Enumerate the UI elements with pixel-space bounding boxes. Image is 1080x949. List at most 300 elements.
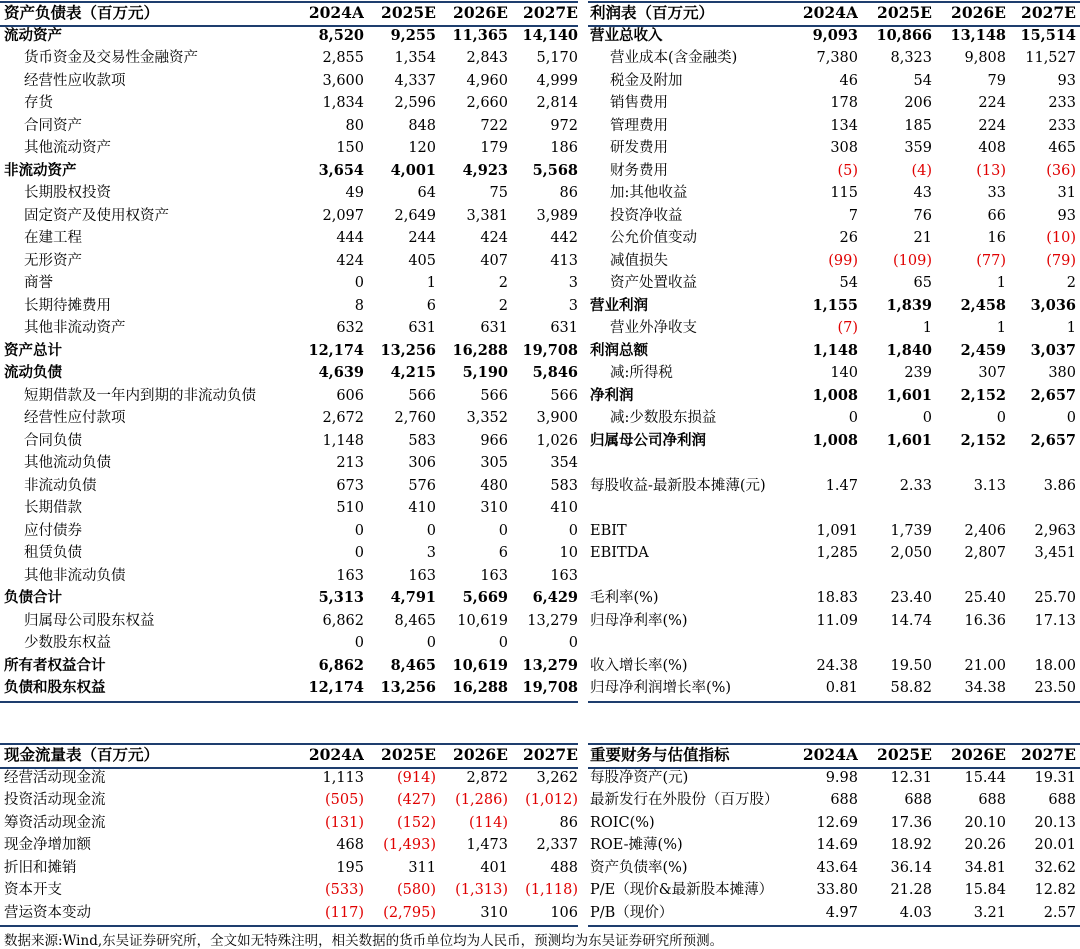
table-row	[590, 587, 1076, 610]
cell-value: 1,148	[322, 432, 364, 449]
cell-value: 9,255	[390, 26, 436, 44]
cell-value: 0	[426, 635, 436, 651]
cell-value: 480	[480, 477, 508, 494]
table-row	[590, 25, 1076, 48]
cell-value: 24.38	[816, 657, 858, 674]
cell-value: 15,514	[1020, 26, 1076, 44]
cell-value: 4,215	[390, 364, 436, 381]
cell-value: 150	[336, 140, 364, 156]
cell-value: (152)	[397, 814, 436, 831]
cell-value: (36)	[1046, 162, 1076, 179]
row-label: 其他非流动负债	[24, 567, 126, 584]
cell-value: 1,113	[322, 769, 364, 786]
row-label: 销售费用	[610, 95, 668, 111]
cell-value: (131)	[325, 814, 364, 831]
cell-value: 1,026	[536, 432, 578, 449]
cash-flow-section	[4, 744, 578, 924]
cell-value: 6,862	[318, 656, 364, 674]
cell-value: 5,170	[536, 50, 578, 66]
cell-value: 4,791	[390, 589, 436, 606]
cell-value: 43.64	[816, 859, 858, 876]
cell-value: (580)	[397, 882, 436, 898]
table-row	[4, 565, 578, 588]
row-label: 负债合计	[4, 589, 62, 606]
cell-value: 31	[1057, 185, 1076, 201]
table-row	[4, 227, 578, 250]
cell-value: 134	[830, 117, 858, 134]
cell-value: 4,923	[462, 161, 508, 179]
cell-value: 566	[480, 387, 508, 404]
year-header: 2027E	[523, 745, 578, 764]
cell-value: 58.82	[890, 680, 932, 696]
cell-value: 1,840	[886, 341, 932, 359]
cell-value	[790, 497, 858, 520]
row-label: 加:其他收益	[610, 185, 688, 201]
row-label: 每股收益-最新股本摊薄(元)	[590, 477, 766, 494]
cell-value: 12,174	[308, 679, 364, 696]
year-header: 2024A	[802, 3, 858, 22]
row-label: 最新发行在外股份（百万股）	[590, 792, 779, 808]
cell-value: (2,795)	[383, 904, 436, 921]
row-label: EBITDA	[590, 545, 649, 561]
cell-value: 2,760	[394, 410, 436, 426]
rule-line	[0, 701, 578, 703]
cell-value: 401	[480, 859, 508, 876]
table-header-row	[4, 744, 578, 767]
cell-value: 80	[345, 117, 364, 134]
cell-value: 1,473	[466, 837, 508, 853]
row-label: 资产处置收益	[610, 275, 697, 291]
cell-value: 5,846	[532, 364, 578, 381]
cell-value: 354	[550, 455, 578, 471]
cell-value: 1,739	[890, 522, 932, 539]
cell-value: 5,190	[462, 364, 508, 381]
row-label: 收入增长率(%)	[590, 657, 688, 674]
cell-value: 233	[1048, 117, 1076, 134]
cell-value: 1,008	[812, 431, 858, 449]
row-label: 折旧和摊销	[4, 859, 77, 876]
row-label: ROIC(%)	[590, 814, 655, 831]
cell-value: 631	[480, 320, 508, 336]
cell-value: 0	[354, 275, 364, 291]
cell-value	[790, 565, 858, 588]
cell-value: 3,381	[466, 207, 508, 224]
cell-value: 185	[904, 117, 932, 134]
cell-value: (5)	[837, 162, 858, 179]
key-metrics-table	[590, 744, 1076, 924]
row-label: 经营性应收款项	[24, 72, 126, 89]
year-header: 2027E	[523, 3, 578, 22]
cell-value: 3,262	[536, 769, 578, 786]
cell-value: 2,152	[960, 386, 1006, 404]
table-row	[590, 70, 1076, 93]
cell-value: 566	[408, 387, 436, 404]
cell-value: 631	[550, 320, 578, 336]
cell-value: 410	[550, 500, 578, 516]
key-metrics-section	[590, 744, 1076, 924]
row-label: 经营性应付款项	[24, 410, 126, 426]
cell-value: 18.00	[1034, 657, 1076, 674]
cell-value: 13,279	[522, 656, 578, 674]
table-header-row	[590, 2, 1076, 25]
row-label: 资本开支	[4, 882, 62, 898]
cell-value: 5,313	[318, 589, 364, 606]
cell-value: 224	[978, 95, 1006, 111]
cell-value: 631	[408, 320, 436, 336]
rule-line	[0, 767, 578, 769]
cell-value: 1,008	[812, 386, 858, 404]
cell-value	[858, 497, 932, 520]
cell-value	[1006, 565, 1076, 588]
cell-value: 1	[922, 320, 932, 336]
table-row	[4, 655, 578, 678]
cell-value: 2	[498, 275, 508, 291]
cell-value: (1,118)	[525, 882, 578, 898]
cell-value: 19,708	[522, 341, 578, 359]
table-row	[4, 497, 578, 520]
cell-value: 65	[913, 275, 932, 291]
cell-value: 2.57	[1043, 904, 1076, 921]
cell-value: 163	[550, 567, 578, 584]
cell-value: 4,960	[466, 72, 508, 89]
cell-value: 9,093	[812, 26, 858, 44]
cell-value: 1,839	[886, 296, 932, 314]
table-row	[590, 407, 1076, 430]
row-label: 减值损失	[610, 252, 668, 269]
table-row	[4, 677, 578, 700]
cell-value: 688	[904, 792, 932, 808]
cell-value: (117)	[325, 904, 364, 921]
table-row	[590, 789, 1076, 812]
cell-value	[858, 452, 932, 475]
cell-value: 444	[336, 230, 364, 246]
cell-value: 688	[830, 792, 858, 808]
row-label: 流动负债	[4, 364, 62, 381]
cell-value: 20.10	[964, 814, 1006, 831]
cell-value: 3.86	[1043, 477, 1076, 494]
year-header: 2027E	[1021, 745, 1076, 764]
cell-value: 4,999	[536, 72, 578, 89]
row-label: 管理费用	[610, 117, 668, 134]
table-row	[4, 857, 578, 880]
cell-value: 239	[904, 365, 932, 381]
cell-value: 465	[1048, 140, 1076, 156]
cell-value: 0	[426, 522, 436, 539]
cell-value: 2,459	[960, 341, 1006, 359]
cell-value: 3,600	[322, 72, 364, 89]
cash-flow-table	[4, 744, 578, 924]
cell-value: 2,152	[960, 431, 1006, 449]
cell-value: 3,352	[466, 410, 508, 426]
cell-value: 18.92	[890, 837, 932, 853]
row-label: 非流动负债	[24, 477, 97, 494]
cell-value: 3,037	[1030, 341, 1076, 359]
cell-value: 0	[568, 635, 578, 651]
row-label: 非流动资产	[4, 161, 77, 179]
cell-value: 583	[408, 432, 436, 449]
cell-value: 7	[848, 207, 858, 224]
row-label: 固定资产及使用权资产	[24, 207, 169, 224]
cell-value: 13,256	[380, 679, 436, 696]
cell-value: 2.33	[899, 477, 932, 494]
table-title: 资产负债表（百万元）	[4, 3, 160, 22]
cell-value: 413	[550, 252, 578, 269]
cell-value	[1006, 497, 1076, 520]
row-label: 公允价值变动	[610, 230, 697, 246]
cell-value: 19,708	[522, 679, 578, 696]
balance-sheet-section	[4, 2, 578, 700]
row-label: EBIT	[590, 522, 627, 539]
row-label: 投资净收益	[610, 207, 683, 224]
cell-value: 12.69	[816, 814, 858, 831]
cell-value: 305	[480, 455, 508, 471]
table-row	[4, 587, 578, 610]
cell-value	[932, 452, 1006, 475]
cell-value: 1	[996, 320, 1006, 336]
year-header: 2024A	[308, 3, 364, 22]
cell-value: 10	[559, 545, 578, 561]
row-label	[590, 565, 790, 588]
year-header: 2024A	[308, 745, 364, 764]
rule-line	[0, 925, 578, 927]
cell-value: (1,012)	[525, 792, 578, 808]
cell-value: (77)	[976, 252, 1006, 269]
table-row	[4, 340, 578, 363]
cell-value: 0	[1066, 410, 1076, 426]
cell-value: 307	[978, 365, 1006, 381]
cell-value: 21	[913, 230, 932, 246]
cell-value: 11,365	[452, 26, 508, 44]
balance-sheet-table	[4, 2, 578, 700]
table-row	[590, 520, 1076, 543]
table-row	[590, 497, 1076, 520]
cell-value: 16	[987, 230, 1006, 246]
table-row	[4, 812, 578, 835]
row-label: P/B（现价）	[590, 904, 674, 921]
table-row	[590, 812, 1076, 835]
table-row	[590, 834, 1076, 857]
cell-value: 2	[1066, 275, 1076, 291]
cell-value: 566	[550, 387, 578, 404]
cell-value: 3.21	[973, 904, 1006, 921]
cell-value: 0	[354, 522, 364, 539]
rule-line	[588, 925, 1080, 927]
row-label: 流动资产	[4, 26, 62, 44]
cell-value: 1	[996, 275, 1006, 291]
table-row	[590, 227, 1076, 250]
table-title: 重要财务与估值指标	[590, 745, 730, 764]
table-row	[590, 385, 1076, 408]
cell-value: 688	[978, 792, 1006, 808]
cell-value: 20.26	[964, 837, 1006, 853]
cell-value: 2,097	[322, 207, 364, 224]
row-label: 其他流动资产	[24, 140, 111, 156]
table-row	[590, 632, 1076, 655]
table-row	[4, 632, 578, 655]
cell-value: 5,568	[532, 161, 578, 179]
cell-value: 54	[839, 275, 858, 291]
cell-value: 17.36	[890, 814, 932, 831]
row-label: 长期借款	[24, 500, 82, 516]
cell-value: 18.83	[816, 590, 858, 606]
table-row	[4, 295, 578, 318]
row-label: 资产负债率(%)	[590, 859, 688, 876]
table-row	[590, 295, 1076, 318]
cell-value: 1,601	[886, 431, 932, 449]
cell-value: 34.38	[964, 680, 1006, 696]
cell-value: 4,639	[318, 364, 364, 381]
cell-value: 407	[480, 252, 508, 269]
cell-value: (7)	[837, 320, 858, 336]
cell-value: 11,527	[1025, 50, 1076, 66]
cell-value: 722	[480, 117, 508, 134]
row-label: 所有者权益合计	[4, 656, 106, 674]
cell-value: 178	[830, 95, 858, 111]
row-label: 短期借款及一年内到期的非流动负债	[24, 387, 256, 404]
row-label: 减:少数股东损益	[610, 410, 717, 426]
cell-value: 9.98	[825, 769, 858, 786]
cell-value: 93	[1057, 207, 1076, 224]
table-row	[590, 250, 1076, 273]
cell-value: 4.03	[899, 904, 932, 921]
cell-value: 1,834	[322, 95, 364, 111]
table-row	[590, 182, 1076, 205]
cell-value: 86	[559, 185, 578, 201]
row-label	[590, 632, 790, 655]
cell-value: 673	[336, 477, 364, 494]
cell-value: 6	[426, 297, 436, 314]
rule-line	[588, 767, 1080, 769]
cell-value: 310	[480, 500, 508, 516]
cell-value: 20.01	[1034, 837, 1076, 853]
cell-value: 195	[336, 859, 364, 876]
cell-value: 0	[996, 410, 1006, 426]
row-label: 减:所得税	[610, 365, 673, 381]
cell-value: 12.82	[1034, 882, 1076, 898]
cell-value: 3.13	[973, 477, 1006, 494]
cell-value: 2,406	[964, 522, 1006, 539]
table-row	[590, 317, 1076, 340]
row-label: 营业成本(含金融类)	[610, 50, 738, 66]
table-row	[590, 879, 1076, 902]
row-label: 毛利率(%)	[590, 590, 659, 606]
table-row	[590, 677, 1076, 700]
year-header: 2026E	[951, 3, 1006, 22]
cell-value	[1006, 632, 1076, 655]
source-footnote: 数据来源:Wind,东吴证券研究所，全文如无特殊注明，相关数据的货币单位均为人民币，预测均为东吴证券研究所预测。	[4, 933, 724, 949]
cell-value: 0	[848, 410, 858, 426]
cell-value: 17.13	[1034, 612, 1076, 629]
income-statement-table	[590, 2, 1076, 700]
table-row	[4, 879, 578, 902]
cell-value: 2,843	[466, 50, 508, 66]
cell-value: 244	[408, 230, 436, 246]
row-label: 在建工程	[24, 230, 82, 246]
table-title: 现金流量表（百万元）	[4, 745, 160, 764]
cell-value: 10,619	[457, 612, 508, 629]
cell-value: 19.31	[1034, 769, 1076, 786]
cell-value: 8,323	[890, 50, 932, 66]
table-row	[590, 92, 1076, 115]
cell-value: 359	[904, 140, 932, 156]
cell-value: 468	[336, 837, 364, 853]
table-row	[590, 452, 1076, 475]
cell-value: (13)	[976, 162, 1006, 179]
cell-value: 34.81	[964, 859, 1006, 876]
rule-line	[0, 1, 578, 3]
row-label: 货币资金及交易性金融资产	[24, 50, 198, 66]
row-label: 投资活动现金流	[4, 792, 106, 808]
cell-value: 0	[498, 635, 508, 651]
cell-value: 4,001	[390, 161, 436, 179]
cell-value: 583	[550, 477, 578, 494]
cell-value: 3,036	[1030, 296, 1076, 314]
cell-value: 12,174	[308, 341, 364, 359]
table-row	[590, 160, 1076, 183]
cell-value: 25.70	[1034, 590, 1076, 606]
table-row	[590, 767, 1076, 790]
cell-value: 1,601	[886, 386, 932, 404]
cell-value: 442	[550, 230, 578, 246]
cell-value: 1.47	[825, 477, 858, 494]
cell-value	[932, 632, 1006, 655]
cell-value: 1,091	[816, 522, 858, 539]
table-row	[590, 362, 1076, 385]
cell-value: 576	[408, 477, 436, 494]
year-header: 2024A	[802, 745, 858, 764]
cell-value: 0	[568, 522, 578, 539]
row-label: 归母净利润增长率(%)	[590, 680, 732, 696]
cell-value: 13,279	[527, 612, 578, 629]
cell-value: 311	[408, 859, 436, 876]
cell-value: 4.97	[825, 904, 858, 921]
cell-value	[858, 565, 932, 588]
cell-value: 15.44	[964, 769, 1006, 786]
row-label: 少数股东权益	[24, 635, 111, 651]
cell-value: 163	[336, 567, 364, 584]
cell-value: (1,286)	[455, 792, 508, 808]
cell-value: 8,465	[394, 612, 436, 629]
cell-value: 0	[498, 522, 508, 539]
cell-value: 688	[1048, 792, 1076, 808]
cell-value: 66	[987, 207, 1006, 224]
table-row	[590, 430, 1076, 453]
cell-value: (79)	[1046, 252, 1076, 269]
table-title: 利润表（百万元）	[590, 3, 715, 22]
rule-line	[0, 25, 578, 27]
cell-value: 8	[354, 297, 364, 314]
table-row	[4, 430, 578, 453]
rule-line	[588, 25, 1080, 27]
table-row	[4, 834, 578, 857]
cell-value: 3,451	[1034, 545, 1076, 561]
income-statement-section	[590, 2, 1076, 700]
cell-value: 14.69	[816, 837, 858, 853]
year-header: 2027E	[1021, 3, 1076, 22]
cell-value: 2,814	[536, 95, 578, 111]
row-label: 负债和股东权益	[4, 679, 106, 696]
table-row	[590, 542, 1076, 565]
cell-value: 2,649	[394, 207, 436, 224]
cell-value: 19.50	[890, 657, 932, 674]
cell-value: 86	[559, 814, 578, 831]
cell-value: 2,596	[394, 95, 436, 111]
cell-value	[790, 452, 858, 475]
table-row	[4, 520, 578, 543]
year-header: 2025E	[381, 745, 436, 764]
row-label: 其他流动负债	[24, 455, 111, 471]
row-label: 应付债券	[24, 522, 82, 539]
